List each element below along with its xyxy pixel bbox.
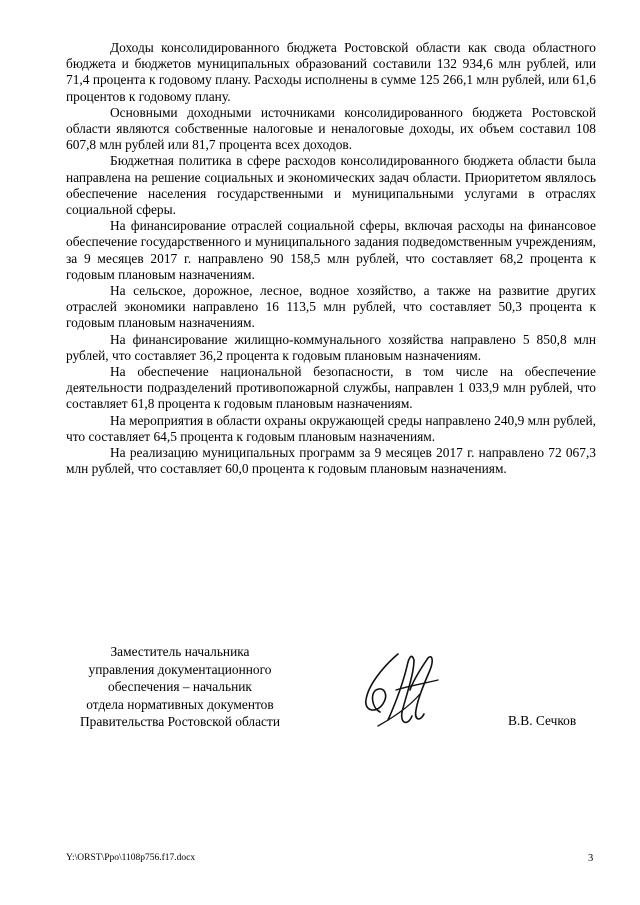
signer-position-line: Правительства Ростовской области xyxy=(79,714,281,729)
handwritten-signature xyxy=(358,650,448,740)
paragraph-housing: На финансирование жилищно-коммунального хозяйства направлено 5 850,8 млн рублей, что составляет 36,2 процента к годовым плановым назначениям. xyxy=(66,331,596,363)
signer-position-line: обеспечения – начальник xyxy=(108,679,252,694)
paragraph-municipal-programs: На реализацию муниципальных программ за 9 месяцев 2017 г. направлено 72 067,3 млн рублей, что составляет 60,0 процента к годовым плановым назначениям. xyxy=(66,445,596,477)
page-number: 3 xyxy=(588,853,594,864)
paragraph-environment: На мероприятия в области охраны окружающей среды направлено 240,9 млн рублей, что составляет 64,5 процента к годовым плановым назначениям. xyxy=(66,412,596,444)
footer-file-path: Y:\ORST\Ppo\1108p756.f17.docx xyxy=(66,853,196,863)
signer-name: В.В. Сечков xyxy=(508,713,577,728)
signer-position-line: Заместитель начальника xyxy=(110,644,250,659)
paragraph-budget-policy: Бюджетная политика в сфере расходов консолидированного бюджета области была направлена на решение социальных и экономических задач области. Приоритетом являлось обеспечение населения государственными и муниципальными услугами в отраслях социальной сферы. xyxy=(66,153,596,218)
body-text xyxy=(66,40,596,477)
signer-position-line: отдела нормативных документов xyxy=(86,696,274,712)
paragraph-security: На обеспечение национальной безопасности, в том числе на обеспечение деятельности подразделений противопожарной службы, направлен 1 033,9 млн рублей, что составляет 61,8 процента к годовым плановым назначениям. xyxy=(66,364,596,412)
signer-position xyxy=(50,643,310,731)
paragraph-social-sphere: На финансирование отраслей социальной сферы, включая расходы на финансовое обеспечение государственного и муниципального задания подведомственным учреждениям, за 9 месяцев 2017 г. направлено 90 158,5 млн рублей, что составляет 68,2 процента к годовым плановым назначениям. xyxy=(66,218,596,282)
paragraph-income-sources: Основными доходными источниками консолидированного бюджета Ростовской области являются собственные налоговые и неналоговые доходы, их объем составил 108 607,8 млн рублей или 81,7 процента всех доходов. xyxy=(66,104,596,153)
paragraph-revenues: Доходы консолидированного бюджета Ростовской области как свода областного бюджета и бюджетов муниципальных образований составили 132 934,6 млн рублей, или 71,4 процента к годовому плану. Расходы исполнены в сумме 125 266,1 млн рублей, или 61,6 процентов к годовому плану. xyxy=(66,40,596,104)
signer-position-line: управления документационного xyxy=(88,661,272,677)
paragraph-economy: На сельское, дорожное, лесное, водное хозяйство, а также на развитие других отраслей экономики направлено 16 113,5 млн рублей, что составляет 50,3 процента к годовым плановым назначениям. xyxy=(66,283,596,331)
